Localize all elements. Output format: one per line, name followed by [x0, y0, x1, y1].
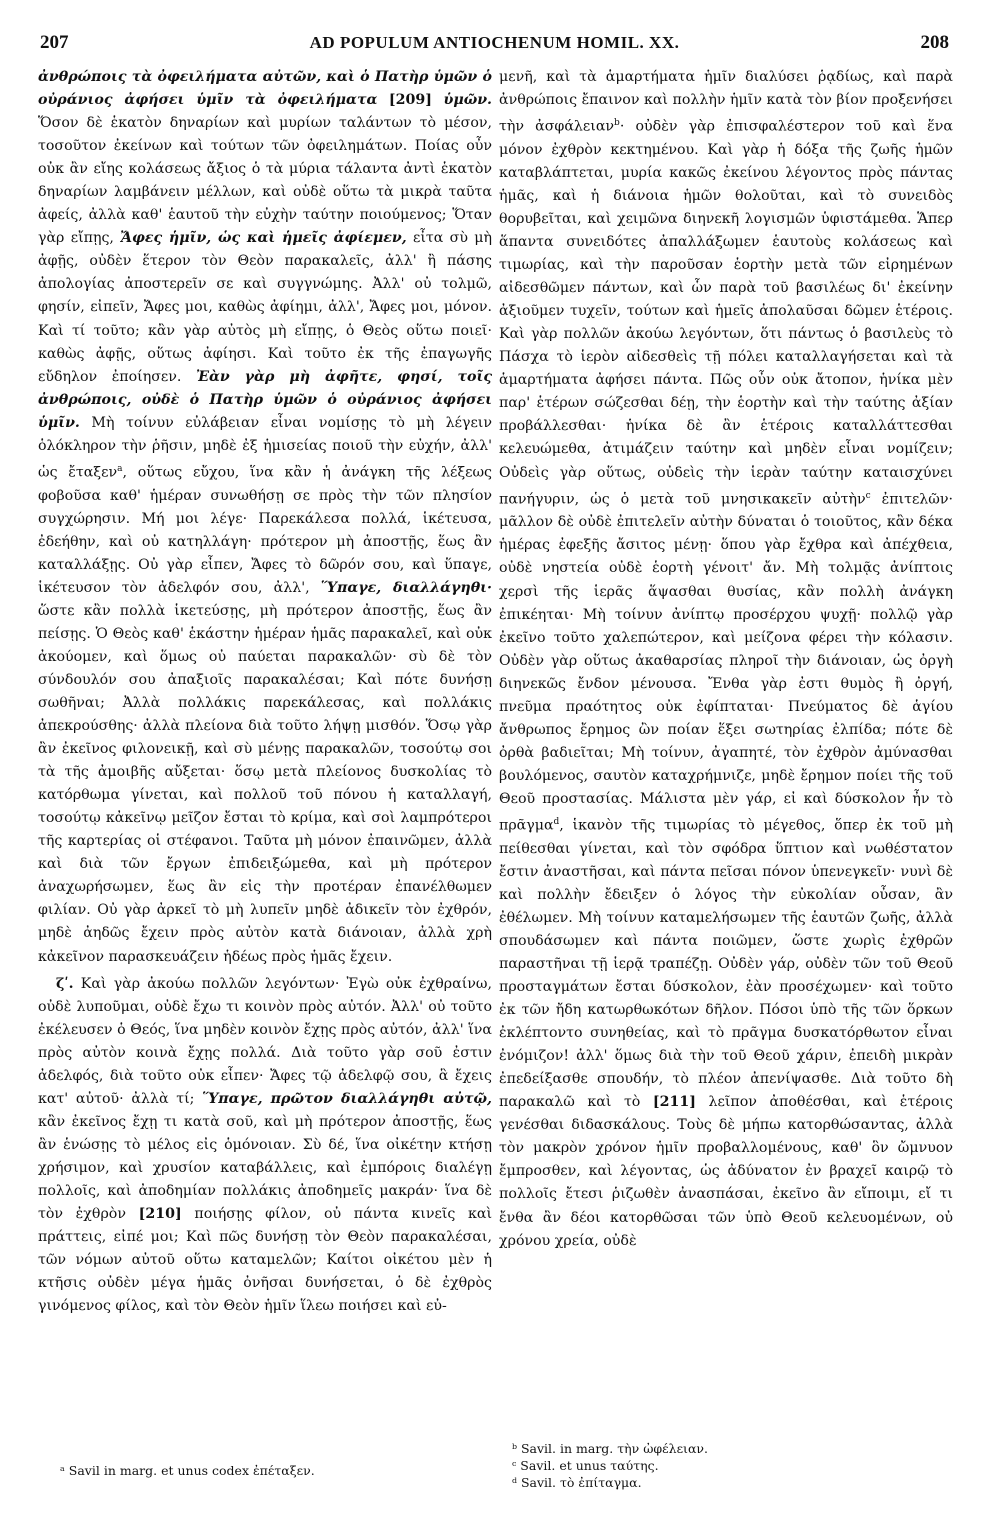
- scripture-quote: ἀνθρώποις τὰ ὀφειλήματα αὐτῶν, καὶ ὁ Πατὴρ ὑμῶν ὁ οὐράνιος ἀφήσει ὑμῖν τὰ ὀφειλήματα: [38, 69, 492, 109]
- left-page-number: 207: [40, 32, 69, 53]
- left-paragraph-1: [38, 66, 492, 969]
- scripture-quote: Ἐὰν γὰρ μὴ ἀφῆτε, φησί, τοῖς ἀνθρώποις, οὐδὲ ὁ Πατὴρ ὑμῶν ὁ οὐράνιος ἀφήσει ὑμῖν.: [38, 368, 492, 431]
- body-text: ὥστε κἂν πολλὰ ἱκετεύσῃς, μὴ πρότερον ἀποστῇς, ἕως ἂν πείσῃς. Ὁ Θεὸς καθ' ἑκάστην ἡμέραν ἡμᾶς παρακαλεῖ, καὶ οὐκ ἀκούομεν, καὶ ὅμως οὐ παύεται παρακαλῶν· σὺ δὲ τὸν σύνδουλόν σου ἀπαξιοῖς παρακαλέσαι; Καὶ πότε δυνήσῃ σωθῆναι; Ἀλλὰ πολλάκις παρεκάλεσας, καὶ πολλάκις ἀπεκρούσθης· ἀλλὰ πλείονα διὰ τοῦτο λήψῃ μισθόν. Ὅσῳ γὰρ ἂν ἐκεῖνος φιλονεικῇ, καὶ σὺ μένῃς παρακαλῶν, τοσούτῳ σοι τὰ τῆς ἀμοιβῆς αὔξεται· ὅσῳ μετὰ πλείονος δυσκολίας τὸ κατόρθωμα γίνεται, καὶ πολλοῦ τοῦ πόνου ἡ καταλλαγή, τοσούτῳ κἀκεῖνῳ μεῖζον ἔσται τὸ κρίμα, καὶ σοὶ λαμπρότεροι τῆς καρτερίας οἱ στέφανοι. Ταῦτα μὴ μόνον ἐπαινῶμεν, ἀλλὰ καὶ διὰ τῶν ἔργων ἐπιδειξώμεθα, καὶ μὴ πρότερον ἀναχωρήσωμεν, ἕως ἂν εἰς τὴν προτέραν ἐπανέλθωμεν φιλίαν. Οὐ γὰρ ἀρκεῖ τὸ μὴ λυπεῖν μηδὲ ἀδικεῖν τὸν ἐχθρόν, μηδὲ ἀηδῶς ἔχειν πρὸς αὐτὸν κατὰ διάνοιαν, ἀλλὰ χρὴ κἀκεῖνον παρασκευάζειν ἡδέως πρὸς ἡμᾶς ἔχειν.: [38, 602, 492, 965]
- right-paragraph: [499, 66, 953, 1253]
- body-text: λεῖπον ἀποθέσθαι, καὶ ἑτέροις γενέσθαι διδασκάλους. Τοὺς δὲ μήπω κατορθώσαντας, ἀλλὰ τὸν μακρὸν χρόνον ἡμῖν προβαλλομένους, καθ' ὃν ὤμνυον ἔμπροσθεν, καὶ λέγοντας, ὡς ἀδύνατον ἐν βραχεῖ καιρῷ τὸ πολλοῖς ἔτεσι ῥιζωθὲν ἀνασπάσαι, ἐκεῖνο ἂν εἴποιμι, εἴ τι ἔνθα ἂν δέοι κατορθῶσαι τῶν ὑπὸ Θεοῦ κελευομένων, οὐ χρόνου χρεία, οὐδὲ: [499, 1094, 953, 1249]
- body-text: , ἱκανὸν τῆς τιμωρίας τὸ μέγεθος, ὅπερ ἐκ τοῦ μὴ πείθεσθαι γίνεται, καὶ τὸν σφόδρα ὕπτιον καὶ νωθέστατον ἔστιν ἀναστῆσαι, καὶ πάντα πεῖσαι πόνον ὑπενεγκεῖν· νυνὶ δὲ καὶ πολλὴν ἔδειξεν ὁ λόγος τὴν εὐκολίαν οὖσαν, ἂν ἐθέλωμεν. Μὴ τοίνυν καταμελήσωμεν τῆς ἑαυτῶν ζωῆς, ἀλλὰ σπουδάσωμεν καὶ πάντα ποιῶμεν, ὥστε χωρὶς ἐχθρῶν παραστῆναι τῇ ἱερᾷ τραπέζῃ. Οὐδὲν γάρ, οὐδὲν τῶν τοῦ Θεοῦ προσταγμάτων ἔσται δύσκολον, ἐὰν προσέχωμεν· καὶ τοῦτο ἐκ τῶν ἤδη κατωρθωκότων δῆλον. Πόσοι ὑπὸ τῆς τῶν ὅρκων ἐκλέπτοντο συνηθείας, καὶ τὸ πρᾶγμα δυσκατόρθωτον εἶναι ἐνόμιζον! ἀλλ' ὅμως διὰ τὴν τοῦ Θεοῦ χάριν, ἐπειδὴ μικρὰν ἐπεδείξασθε σπουδήν, τὸ πλέον ἀπενίψασθε. Διὰ τοῦτο δὴ παρακαλῶ καὶ τὸ: [499, 817, 953, 1111]
- left-paragraph-2: [38, 973, 492, 1319]
- footnote-c: ᶜ Savil. et unus ταύτης.: [512, 1458, 659, 1473]
- page-marker: [211]: [652, 1094, 696, 1111]
- body-text: Μὴ τοίνυν εὐλάβειαν εἶναι νομίσῃς τὸ μὴ λέγειν ὁλόκληρον τὴν ῥῆσιν, μηδὲ ἐξ ἡμισείας ποιοῦ τὴν εὐχήν, ἀλλ' ὡς ἔταξεν: [38, 414, 492, 481]
- footnote-a: ᵃ Savil in marg. et unus codex ἐπέταξεν.: [60, 1463, 315, 1478]
- scripture-quote: Ἄφες ἡμῖν, ὡς καὶ ἡμεῖς ἀφίεμεν,: [120, 230, 407, 247]
- body-text: μενῆ, καὶ τὰ ἁμαρτήματα ἡμῖν διαλύσει ῥᾳδίως, καὶ παρὰ ἀνθρώποις ἔπαινον καὶ πολλὴν ἡμῖν κατὰ τὸν βίον προξενήσει τὴν ἀσφάλειαν: [499, 69, 953, 135]
- running-head: AD POPULUM ANTIOCHENUM HOMIL. XX.: [309, 33, 680, 52]
- footnote-ref-a: a: [117, 463, 123, 474]
- footnote-d: ᵈ Savil. τὸ ἐπίταγμα.: [512, 1475, 642, 1490]
- body-text: Ὅσον δὲ ἑκατὸν δηναρίων καὶ μυρίων ταλάντων τὸ μέσον, τοσοῦτον ἐκείνων καὶ τούτων τῶν ὀφειλημάτων. Ποίας οὖν οὐκ ἂν εἴης κολάσεως ἄξιος ὁ τὰ μύρια τάλαντα ἀντὶ ἑκατὸν δηναρίων λαμβάνειν μέλλων, καὶ οὐδὲ οὕτω τὰ μικρὰ ταῦτα ἀφείς, ἀλλὰ καθ' ἑαυτοῦ τὴν εὐχὴν ταύτην ποιούμενος; Ὅταν γὰρ εἴπῃς,: [38, 115, 492, 247]
- footnotes-right: [512, 1440, 708, 1491]
- page-marker: [209]: [388, 92, 432, 109]
- footnote-ref-c: c: [865, 490, 871, 501]
- body-text: , οὕτως εὔχου, ἵνα κἂν ἡ ἀνάγκη τῆς λέξεως φοβοῦσα καθ' ἡμέραν συνωθήσῃ σε πρὸς τὴν τῶν πλησίον συγχώρησιν. Μή μοι λέγε· Παρεκάλεσα πολλά, ἱκέτευσα, ἐδεήθην, καὶ οὐ κατηλλάγη· πρότερον μὴ ἀποστῇς, ἕως ἂν καταλλάξῃς. Οὐ γὰρ εἶπεν, Ἄφες τὸ δῶρόν σου, καὶ ὕπαγε, ἱκέτευσον τὸν ἀδελφόν σου, ἀλλ',: [38, 464, 492, 596]
- body-text: Καὶ γὰρ ἀκούω πολλῶν λεγόντων· Ἐγὼ οὐκ ἐχθραίνω, οὐδὲ λυποῦμαι, οὐδὲ ἔχω τι κοινὸν πρὸς αὐτόν. Ἀλλ' οὐ τοῦτο ἐκέλευσεν ὁ Θεός, ἵνα μηδὲν κοινὸν ἔχῃς πρὸς αὐτόν, ἀλλ' ἵνα πρὸς αὐτὸν κοινὰ ἔχῃς πολλά. Διὰ τοῦτο γὰρ σοῦ ἐστιν ἀδελφός, διὰ τοῦτο οὐκ εἶπεν· Ἄφες τῷ ἀδελφῷ σου, ἃ ἔχεις κατ' αὐτοῦ· ἀλλὰ τί;: [38, 975, 492, 1107]
- footnote-b: ᵇ Savil. in marg. τὴν ὠφέλειαν.: [512, 1441, 708, 1456]
- body-text: ἐπιτελῶν· μᾶλλον δὲ οὐδὲ ἐπιτελεῖν αὐτὴν δύναται ὁ τοιοῦτος, κἂν δέκα ἡμέρας ἐφεξῆς ἄσιτος μένῃ· ὅπου γὰρ ἔχθρα καὶ ἀπέχθεια, οὐδὲ νηστεία οὐδὲ ἑορτὴ γένοιτ' ἄν. Μὴ τολμᾷς ἀνίπτοις χερσὶ τῆς ἱερᾶς ἅψασθαι θυσίας, κἂν πολλὴ ἀνάγκη ἐπικέηται· Μὴ τοίνυν ἀνίπτῳ προσέρχου ψυχῇ· πολλῷ γὰρ ἐκεῖνο τοῦτο χαλεπώτερον, καὶ μείζονα φέρει τὴν κόλασιν. Οὐδὲν γὰρ οὕτως ἀκαθαρσίας πληροῖ τὴν διάνοιαν, ὡς ὀργὴ διηνεκῶς ἔνδον μένουσα. Ἔνθα γὰρ ἐστι θυμὸς ἢ ὀργή, πνεῦμα πραότητος οὐκ ἐφίπταται· Πνεύματος δὲ ἁγίου ἄνθρωπος ἔρημος ὢν ποίαν ἕξει σωτηρίας ἐλπίδα; πότε δὲ ὀρθὰ βαδιεῖται; Μὴ τοίνυν, ἀγαπητέ, τὸν ἐχθρὸν ἀμύνασθαι βουλόμενος, σαυτὸν καταχρήμνιζε, μηδὲ ἔρημον ποίει τῆς τοῦ Θεοῦ προστασίας. Μάλιστα μὲν γάρ, εἰ καὶ δύσκολον ἦν τὸ πρᾶγμα: [499, 491, 953, 834]
- footnote-ref-b: b: [614, 118, 620, 129]
- page-header: [40, 32, 949, 60]
- body-text: ποιήσῃς φίλον, οὐ πάντα κινεῖς καὶ πράττεις, εἰπέ μοι; Καὶ πῶς δυνήσῃ τὸν Θεὸν παρακαλέσαι, τῶν νόμων αὐτοῦ οὕτω καταμελῶν; Καίτοι οἰκέτου μὲν ἡ κτῆσις οὐδὲν μέγα ἡμᾶς ὀνῆσαι δυνήσεται, ὁ δὲ ἐχθρὸς γινόμενος φίλος, καὶ τὸν Θεὸν ἡμῖν ἵλεω ποιήσει καὶ εὐ-: [38, 1206, 493, 1315]
- body-text: κἂν ἐκεῖνος ἔχῃ τι κατὰ σοῦ, καὶ μὴ πρότερον ἀποστῇς, ἕως ἂν ἑνώσῃς τὸ μέλος εἰς ὁμόνοιαν. Σὺ δέ, ἵνα οἰκέτην κτήσῃ χρήσιμον, καὶ χρυσίον καταβάλλεις, καὶ ἐμπόροις διαλέγῃ πολλοῖς, καὶ ἀποδημίαν πολλάκις ἀποδημεῖς μακράν· ἵνα δὲ τὸν ἐχθρὸν: [38, 1113, 492, 1223]
- scripture-quote-tail: ὑμῶν.: [443, 92, 492, 109]
- scripture-quote: Ὕπαγε, διαλλάγηθι·: [320, 579, 492, 596]
- left-column: [38, 66, 492, 1318]
- right-column: [499, 66, 953, 1253]
- body-text: · οὐδὲν γὰρ ἐπισφαλέστερον τοῦ καὶ ἕνα μόνον ἐχθρὸν κεκτημένου. Καὶ γὰρ ἡ δόξα τῆς ζωῆς ἡμῶν καταβλάπτεται, μυρία κακῶς ἐκείνου λέγοντος πρὸς πάντας ἡμᾶς, καὶ ἡ διάνοια ἡμῶν θολοῦται, καὶ τὸ συνειδὸς θορυβεῖται, καὶ χειμῶνα διηνεκῆ λογισμῶν ὑφιστάμεθα. Ἅπερ ἅπαντα συνειδότες ἀπαλλάξωμεν ἑαυτοὺς κολάσεως καὶ τιμωρίας, καὶ τὴν παροῦσαν ἑορτὴν μετὰ τῶν εἰρημένων αἰδεσθῶμεν πάντων, καὶ ὧν παρὰ τοῦ βασιλέως δι' ἐκείνην ἀξιοῦμεν τυχεῖν, τούτων καὶ ἡμεῖς ἀπολαῦσαι δῶμεν ἑτέροις. Καὶ γὰρ πολλῶν ἀκούω λεγόντων, ὅτι πάντως ὁ βασιλεὺς τὸ Πάσχα τὸ ἱερὸν αἰδεσθεὶς τῇ πόλει καταλλαγήσεται καὶ τὰ ἁμαρτήματα ἀφήσει πάντα. Πῶς οὖν οὐκ ἄτοπον, ἡνίκα μὲν παρ' ἑτέρων σώζεσθαι δέῃ, τὴν ἑορτὴν καὶ τὴν ταύτης ἀξίαν προβάλλεσθαι· ἡνίκα δὲ ἂν ἑτέροις καταλλάττεσθαι κελευώμεθα, ἀτιμάζειν ταύτην καὶ μηδὲν εἶναι νομίζειν; Οὐδεὶς γὰρ οὕτως, οὐδεὶς τὴν ἱερὰν ταύτην καταισχύνει πανήγυριν, ὡς ὁ μετὰ τοῦ μνησικακεῖν αὐτὴν: [499, 118, 953, 508]
- right-page-number: 208: [920, 32, 949, 53]
- footnote-ref-d: d: [553, 816, 560, 827]
- footnotes-left: [60, 1463, 315, 1479]
- section-number: ζʹ.: [56, 975, 74, 992]
- page-marker: [210]: [138, 1206, 182, 1223]
- scripture-quote: Ὕπαγε, πρῶτον διαλλάγηθι αὐτῷ,: [202, 1090, 492, 1107]
- body-text: εἶτα σὺ μὴ ἀφῇς, οὐδὲν ἕτερον τὸν Θεὸν παρακαλεῖς, ἀλλ' ἢ πάσης ἀπολογίας ἀποστερεῖν σε καὶ συγγνώμης. Ἀλλ' οὐ τολμῶ, φησίν, εἰπεῖν, Ἄφες μοι, καθὼς ἀφίημι, ἀλλ', Ἄφες μοι, μόνον. Καὶ τί τοῦτο; κἂν γὰρ αὐτὸς μὴ εἴπῃς, ὁ Θεὸς οὕτω ποιεῖ· καθὼς ἀφῇς, οὕτως ἀφίησι. Καὶ τοῦτο ἐκ τῆς ἐπαγωγῆς εὔδηλον ἐποίησεν.: [38, 230, 493, 385]
